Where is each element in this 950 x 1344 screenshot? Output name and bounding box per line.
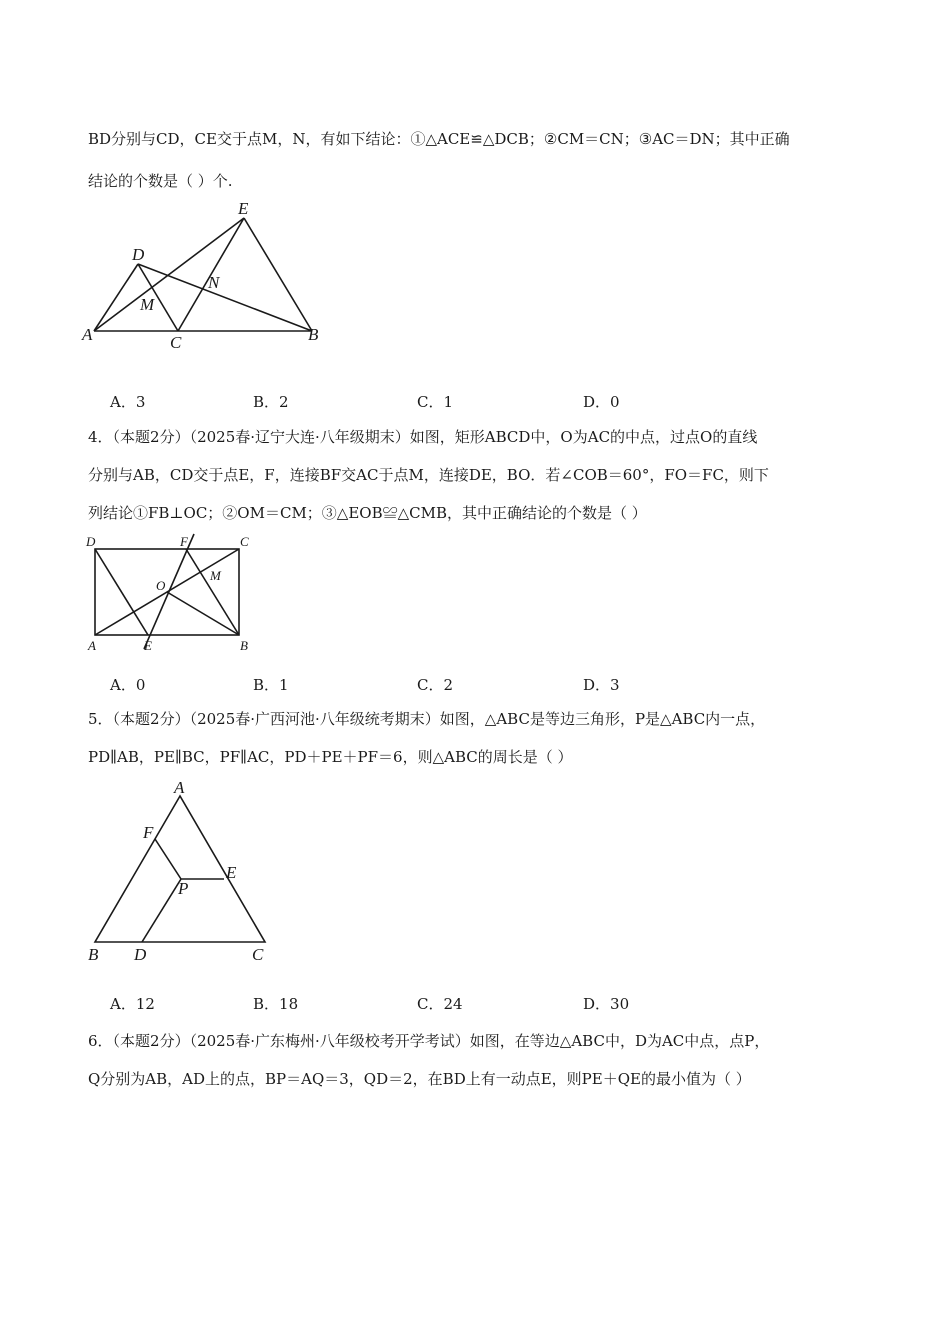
q3-label-d: D: [132, 245, 145, 264]
q4-segment-fb: [186, 549, 239, 635]
q4-option-b[interactable]: B．1: [253, 676, 289, 694]
q3-option-c[interactable]: C．1: [417, 393, 454, 411]
q3-text-line-1: BD分别与CD，CE交于点M，N，有如下结论：①△ACE≌△DCB；②CM＝CN；③AC＝DN；其中正确: [88, 130, 790, 148]
q3-option-d[interactable]: D．0: [583, 393, 620, 411]
q5-option-a[interactable]: A．12: [110, 995, 155, 1013]
q5-label-b: B: [88, 945, 99, 964]
q3-label-c: C: [170, 333, 182, 352]
q4-label-m: M: [210, 568, 221, 583]
q5-segments-fp-pe: [155, 839, 224, 879]
q3-segment-ae: [94, 218, 244, 331]
q5-label-e: E: [226, 863, 237, 882]
q3-option-b[interactable]: B．2: [253, 393, 289, 411]
q4-text-line-1: 4．（本题2分）（2025春·辽宁大连·八年级期末）如图，矩形ABCD中，O为AC的中点，过点O的直线: [88, 428, 758, 446]
q5-label-d: D: [134, 945, 147, 964]
q5-text-line-2: PD∥AB，PE∥BC，PF∥AC，PD＋PE＋PF＝6，则△ABC的周长是（ ）: [88, 748, 573, 766]
q3-label-e: E: [238, 199, 249, 218]
q3-option-a[interactable]: A．3: [110, 393, 146, 411]
q5-label-f: F: [143, 823, 154, 842]
q4-option-d[interactable]: D．3: [583, 676, 620, 694]
q4-text-line-3: 列结论①FB⊥OC；②OM＝CM；③△EOB≌△CMB，其中正确结论的个数是（ ）: [88, 504, 647, 522]
q5-option-c[interactable]: C．24: [417, 995, 463, 1013]
q6-text-line-2: Q分别为AB，AD上的点，BP＝AQ＝3，QD＝2，在BD上有一动点E，则PE＋QE的最小值为（ ）: [88, 1070, 751, 1088]
q5-label-a: A: [174, 778, 185, 797]
q3-segment-ad: [94, 264, 138, 331]
q4-text-line-2: 分别与AB，CD交于点E，F，连接BF交AC于点M，连接DE，BO．若∠COB＝60°，FO＝FC，则下: [88, 466, 769, 484]
q5-triangle-abc: [95, 796, 265, 942]
q5-option-d[interactable]: D．30: [583, 995, 630, 1013]
q5-figure: [80, 776, 280, 971]
q3-figure: [80, 198, 340, 353]
q6-text-line-1: 6．（本题2分）（2025春·广东梅州·八年级校考开学考试）如图，在等边△ABC中，D为AC中点，点P，: [88, 1032, 770, 1050]
q3-label-a: A: [82, 325, 93, 344]
q4-label-a: A: [88, 638, 96, 653]
q4-option-c[interactable]: C．2: [417, 676, 454, 694]
q3-segment-db: [138, 264, 312, 331]
q3-text-line-2: 结论的个数是（ ）个.: [88, 172, 233, 190]
q4-label-o: O: [156, 578, 166, 593]
q5-label-p: P: [178, 879, 189, 898]
q4-figure: [80, 532, 270, 657]
q3-segment-eb: [244, 218, 312, 331]
q4-label-c: C: [240, 534, 249, 549]
q4-label-e: E: [144, 638, 152, 653]
q4-label-d: D: [86, 534, 96, 549]
q3-label-n: N: [208, 273, 220, 292]
q4-label-f: F: [180, 534, 188, 549]
q5-label-c: C: [252, 945, 264, 964]
q5-option-b[interactable]: B．18: [253, 995, 299, 1013]
q3-label-m: M: [140, 295, 155, 314]
q4-segment-ob: [167, 592, 239, 635]
q4-label-b: B: [240, 638, 248, 653]
q4-segment-de: [95, 549, 148, 635]
q4-option-a[interactable]: A．0: [110, 676, 146, 694]
q5-segment-pd: [142, 879, 181, 942]
q3-figure-lines: [94, 218, 312, 331]
q5-text-line-1: 5．（本题2分）（2025春·广西河池·八年级统考期末）如图，△ABC是等边三角形，P是△ABC内一点，: [88, 710, 766, 728]
q3-label-b: B: [308, 325, 319, 344]
